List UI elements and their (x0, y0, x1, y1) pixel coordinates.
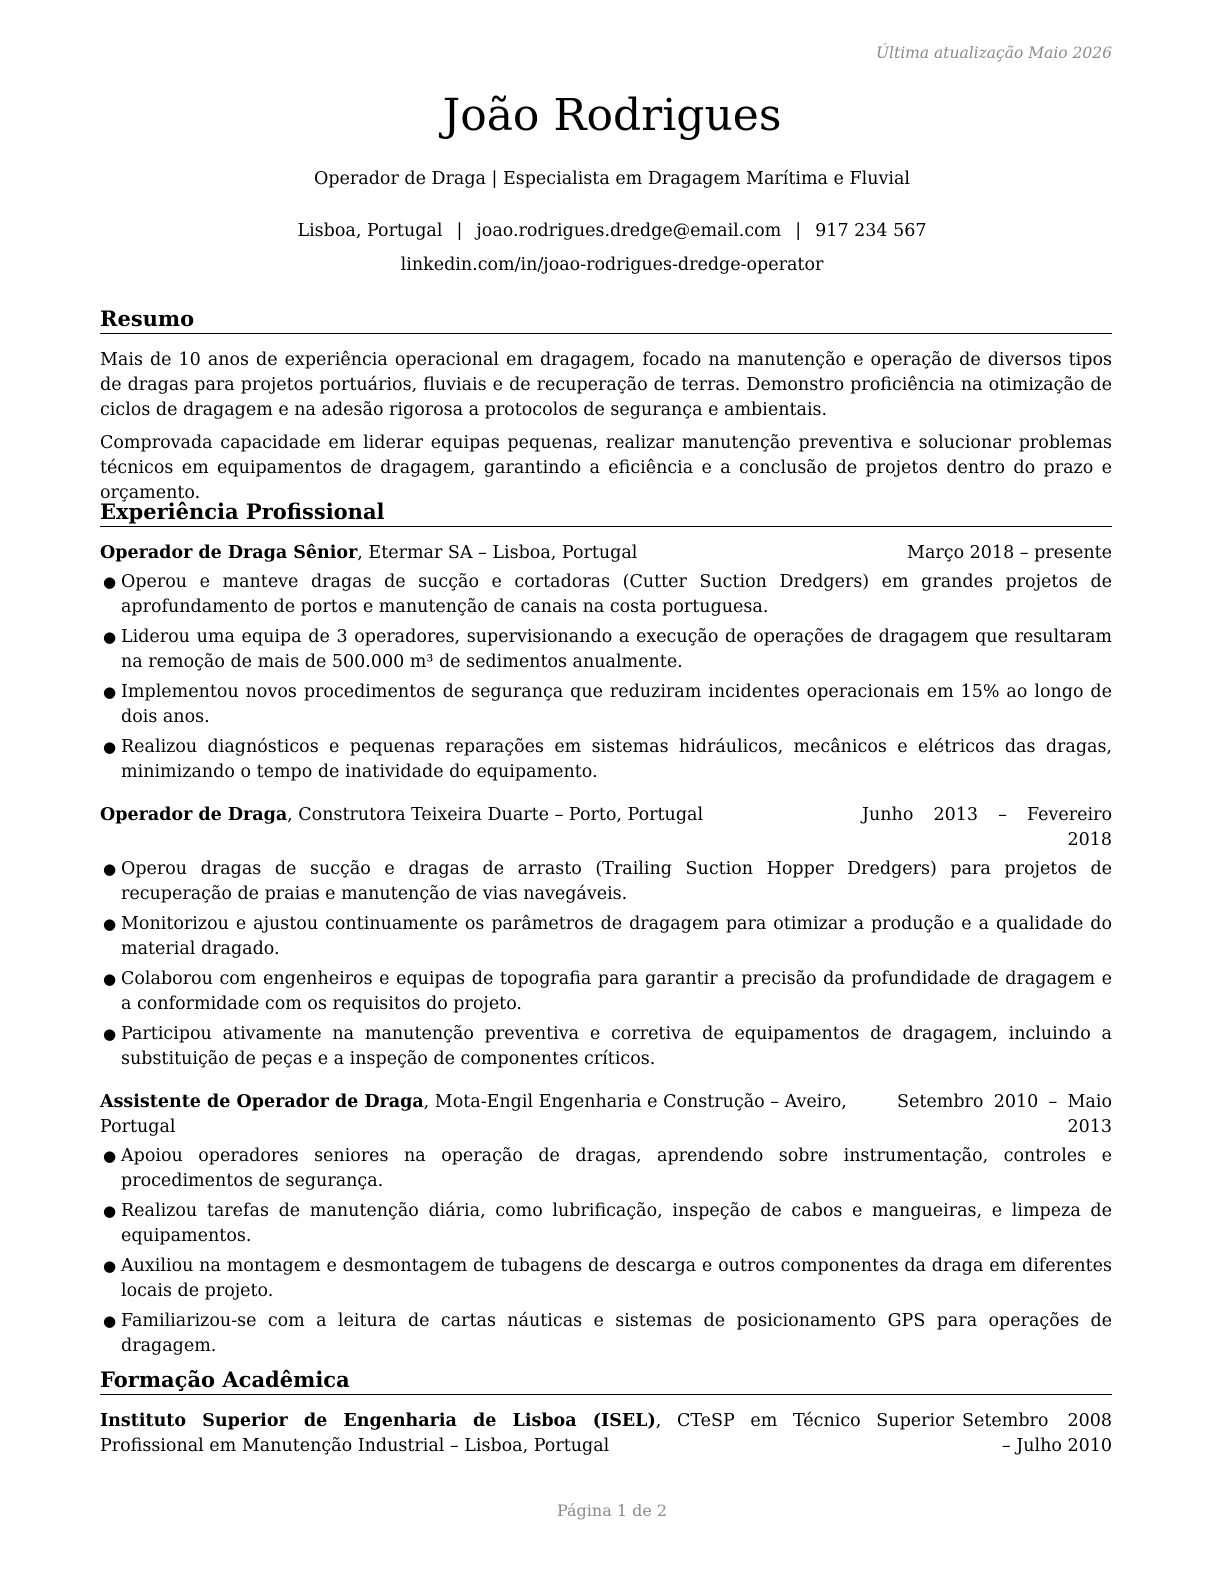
job-header (100, 541, 1112, 566)
list-item (100, 912, 1112, 962)
page-number: Página 1 de 2 (556, 1501, 668, 1520)
contact-phone: 917 234 567 (815, 221, 927, 241)
education-dates: Setembro 2008 – Julho 2010 (962, 1411, 1112, 1456)
list-item (100, 735, 1112, 785)
job-org: , Construtora Teixeira Duarte – Porto, Portugal (287, 805, 704, 825)
job-bullets (100, 570, 1112, 785)
bullet-icon: ● (103, 738, 117, 756)
job-role: Operador de Draga Sênior (100, 543, 358, 563)
section-title-summary: Resumo (100, 306, 1112, 334)
bullet-text: Implementou novos procedimentos de segurança que reduziram incidentes operacionais em 15% ao longo de dois anos. (121, 682, 1112, 727)
list-item (100, 1022, 1112, 1072)
experience-section (100, 499, 1112, 1364)
job-bullets (100, 1144, 1112, 1359)
candidate-subtitle: Operador de Draga | Especialista em Dragagem Marítima e Fluvial (314, 169, 910, 189)
bullet-icon: ● (103, 1147, 117, 1165)
bullet-text: Liderou uma equipa de 3 operadores, supervisionando a execução de operações de dragagem que resultaram na remoção de mais de 500.000 m³ de sedimentos anualmente. (121, 627, 1112, 672)
education-line (100, 1409, 962, 1459)
candidate-name: João Rodrigues (442, 90, 782, 141)
job-role: Assistente de Operador de Draga (100, 1092, 424, 1112)
bullet-icon: ● (103, 915, 117, 933)
contact-separator: | (795, 221, 802, 241)
bullet-icon: ● (103, 1312, 117, 1330)
job-header (100, 1090, 1112, 1140)
job-dates: Setembro 2010 – Maio 2013 (897, 1092, 1112, 1137)
list-item (100, 680, 1112, 730)
bullet-text: Apoiou operadores seniores na operação de dragas, aprendendo sobre instrumentação, controles e procedimentos de segurança. (121, 1146, 1112, 1191)
summary-paragraph: Mais de 10 anos de experiência operacional em dragagem, focado na manutenção e operação de diversos tipos de dragas para projetos portuários, fluviais e de recuperação de terras. Demonstro proficiência na otimização de ciclos de dragagem e na adesão rigorosa a protocolos de segurança e ambientais. (100, 350, 1112, 420)
job-dates: Março 2018 – presente (907, 543, 1112, 563)
education-detail: , CTeSP em Técnico Superior Profissional em Manutenção Industrial – Lisboa, Portugal (100, 1411, 954, 1456)
bullet-icon: ● (103, 970, 117, 988)
section-title-experience: Experiência Profissional (100, 499, 1112, 527)
education-institution: Instituto Superior de Engenharia de Lisboa (ISEL) (100, 1411, 656, 1431)
contact-location: Lisboa, Portugal (297, 221, 443, 241)
job-bullets (100, 857, 1112, 1072)
bullet-icon: ● (103, 1025, 117, 1043)
summary-section (100, 306, 1112, 506)
bullet-text: Monitorizou e ajustou continuamente os parâmetros de dragagem para otimizar a produção e a qualidade do material dragado. (121, 914, 1112, 959)
job-title-line (100, 803, 862, 828)
bullet-icon: ● (103, 573, 117, 591)
contact-line (0, 219, 1224, 243)
list-item (100, 570, 1112, 620)
bullet-text: Operou dragas de sucção e dragas de arrasto (Trailing Suction Hopper Dredgers) para projetos de recuperação de praias e manutenção de vias navegáveis. (121, 859, 1112, 904)
list-item (100, 1309, 1112, 1359)
contact-separator: | (456, 221, 463, 241)
job-title-line (100, 1090, 897, 1140)
contact-email[interactable]: joao.rodrigues.dredge@email.com (476, 221, 782, 241)
education-section (100, 1367, 1112, 1459)
job-org: , Mota-Engil Engenharia e Construção – Aveiro, Portugal (100, 1092, 847, 1137)
job-title-line (100, 541, 907, 566)
list-item (100, 1144, 1112, 1194)
bullet-text: Colaborou com engenheiros e equipas de topografia para garantir a precisão da profundidade de dragagem e a conformidade com os requisitos do projeto. (121, 969, 1112, 1014)
education-entry (100, 1409, 1112, 1459)
list-item (100, 857, 1112, 907)
bullet-icon: ● (103, 628, 117, 646)
list-item (100, 625, 1112, 675)
summary-paragraph: Comprovada capacidade em liderar equipas pequenas, realizar manutenção preventiva e solucionar problemas técnicos em equipamentos de dragagem, garantindo a eficiência e a conclusão de projetos dentro do prazo e orçamento. (100, 433, 1112, 503)
section-title-education: Formação Acadêmica (100, 1367, 1112, 1395)
list-item (100, 1254, 1112, 1304)
bullet-text: Auxiliou na montagem e desmontagem de tubagens de descarga e outros componentes da draga em diferentes locais de projeto. (121, 1256, 1112, 1301)
job-dates: Junho 2013 – Fevereiro 2018 (862, 805, 1112, 850)
list-item (100, 967, 1112, 1017)
bullet-text: Operou e manteve dragas de sucção e cortadoras (Cutter Suction Dredgers) em grandes projetos de aprofundamento de portos e manutenção de canais na costa portuguesa. (121, 572, 1112, 617)
last-updated: Última atualização Maio 2026 (875, 44, 1112, 62)
education-header (100, 1409, 1112, 1459)
job-org: , Etermar SA – Lisboa, Portugal (357, 543, 638, 563)
job-entry (100, 803, 1112, 1072)
bullet-text: Familiarizou-se com a leitura de cartas náuticas e sistemas de posicionamento GPS para operações de dragagem. (121, 1311, 1112, 1356)
job-entry (100, 541, 1112, 785)
job-header (100, 803, 1112, 853)
job-entry (100, 1090, 1112, 1359)
linkedin-link[interactable]: linkedin.com/in/joao-rodrigues-dredge-operator (400, 255, 824, 275)
bullet-icon: ● (103, 1257, 117, 1275)
bullet-text: Participou ativamente na manutenção preventiva e corretiva de equipamentos de dragagem, incluindo a substituição de peças e a inspeção de componentes críticos. (121, 1024, 1112, 1069)
bullet-icon: ● (103, 683, 117, 701)
bullet-icon: ● (103, 860, 117, 878)
bullet-text: Realizou diagnósticos e pequenas reparações em sistemas hidráulicos, mecânicos e elétricos das dragas, minimizando o tempo de inatividade do equipamento. (121, 737, 1112, 782)
bullet-text: Realizou tarefas de manutenção diária, como lubrificação, inspeção de cabos e mangueiras, e limpeza de equipamentos. (121, 1201, 1112, 1246)
list-item (100, 1199, 1112, 1249)
bullet-icon: ● (103, 1202, 117, 1220)
job-role: Operador de Draga (100, 805, 288, 825)
